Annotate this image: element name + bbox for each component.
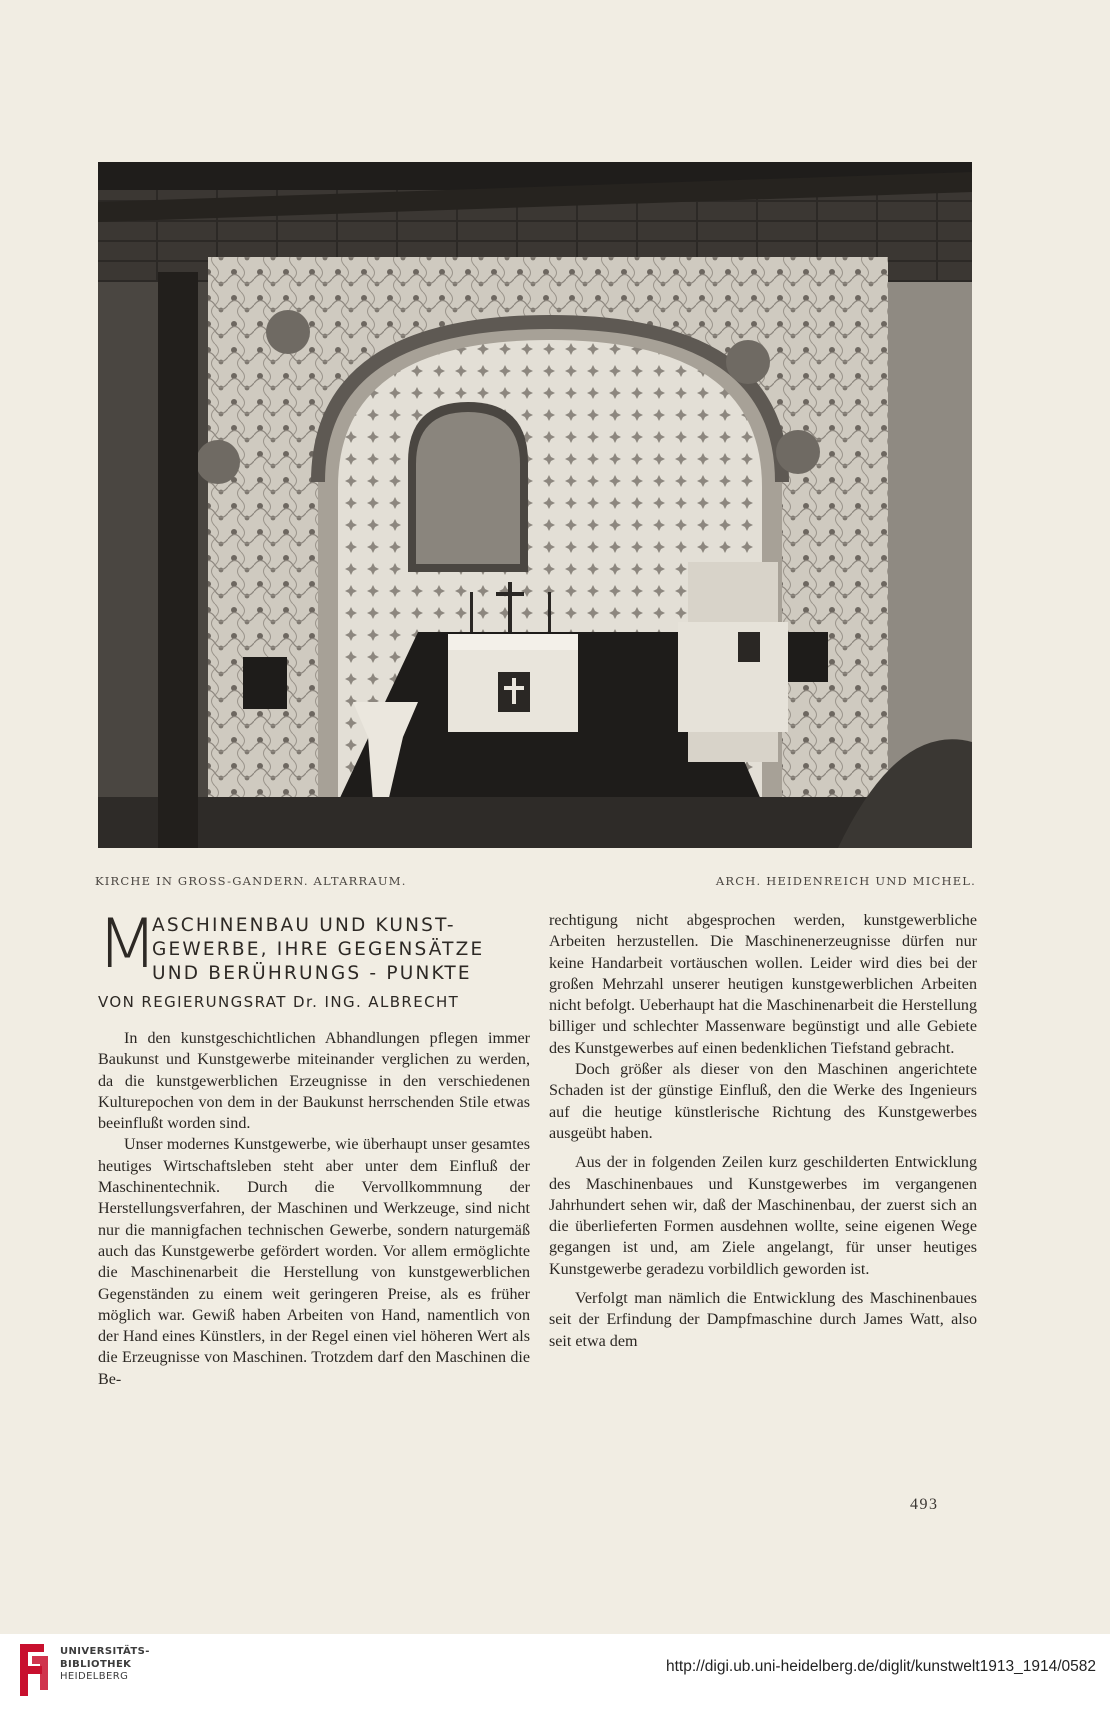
title-line-3: UND BERÜHRUNGS - PUNKTE (152, 963, 472, 984)
paragraph: In den kunstgeschichtlichen Abhandlungen pflegen immer Baukunst und Kunstgewerbe miteinander verglichen zu werden, da die kunstgewerblichen Erzeugnisse in den verschiedenen Kulturepochen von dem in der Baukunst herrschenden Stile etwas beeinflußt worden sind. (98, 1030, 530, 1133)
text-column-right (549, 910, 977, 1352)
title-dropcap: M (96, 905, 159, 984)
permalink-url[interactable]: http://digi.ub.uni-heidelberg.de/diglit/kunstwelt1913_1914/0582 (665, 1658, 1096, 1675)
altar-room-photograph (98, 162, 972, 848)
paragraph: Unser modernes Kunstgewerbe, wie überhaupt unser gesamtes heutiges Wirtschaftsleben steht aber unter dem Einfluß der Maschinentechnik. Durch die Vervollkommnung der Herstellungsverfahren, der Maschinen und Werkzeuge, sind nicht nur die mannigfachen technischen Gewerbe, sondern naturgemäß auch das Kunstgewerbe gefördert worden. Vor allem ermöglichte die Maschinenarbeit die Herstellung von kunstgewerblichen Gegenständen zu einem weit geringeren Preise, als es früher möglich war. Gewiß haben Arbeiten von Hand, namentlich von der Hand eines Künstlers, in der Regel einen viel höheren Wert als die Erzeugnisse von Maschinen. Trotzdem darf den Maschinen die Be- (98, 1136, 530, 1388)
page-number: 493 (910, 1496, 939, 1513)
paragraph: Aus der in folgenden Zeilen kurz geschilderten Entwicklung des Maschinenbaues und Kunstgewerbes im vergangenen Jahrhundert sehen wir, daß der Maschinenbau, der zuerst sich an die überlieferten Formen ausdehnen wollte, seine eigenen Wege gegangen ist und, am Ziele angelangt, für unser heutiges Kunstgewerbe geradezu vorbildlich geworden ist. (549, 1154, 977, 1278)
paragraph: rechtigung nicht abgesprochen werden, kunstgewerbliche Arbeiten herzustellen. Die Maschinenerzeugnisse dürfen nur keine Handarbeit vortäuschen wollen. Leider wird dies bei der großen Mehrzahl unserer heutigen kunstgewerblichen Arbeiten nicht befolgt. Ueberhaupt hat die Maschinenarbeit die Herstellung billiger und schlechter Massenware begünstigt und alle Gebiete des Kunstgewerbes auf einen bedenklichen Tiefstand gebracht. (549, 912, 977, 1057)
photo-caption-right: ARCH. HEIDENREICH UND MICHEL. (715, 874, 976, 888)
title-line-2: GEWERBE, IHRE GEGENSÄTZE (152, 939, 485, 960)
library-logo-icon (14, 1640, 54, 1702)
paragraph: Doch größer als dieser von den Maschinen angerichtete Schaden ist der günstige Einfluß, den die Werke des Ingenieurs auf die heutige künstlerische Richtung des Kunstgewerbes ausgeübt haben. (549, 1061, 977, 1142)
library-name (60, 1646, 150, 1684)
library-name-line-1: UNIVERSITÄTS- (60, 1646, 150, 1657)
text-column-left (98, 1028, 530, 1390)
article-author: VON REGIERUNGSRAT Dr. ING. ALBRECHT (98, 993, 460, 1011)
library-footer (0, 1634, 1110, 1715)
photo-caption-left: KIRCHE IN GROSS-GANDERN. ALTARRAUM. (95, 874, 407, 888)
paragraph: Verfolgt man nämlich die Entwicklung des Maschinenbaues seit der Erfindung der Dampfmaschine durch James Watt, also seit etwa dem (549, 1290, 977, 1350)
title-line-1: ASCHINENBAU UND KUNST- (152, 915, 456, 936)
library-name-line-2: BIBLIOTHEK (60, 1658, 132, 1670)
library-name-line-3: HEIDELBERG (60, 1671, 129, 1682)
